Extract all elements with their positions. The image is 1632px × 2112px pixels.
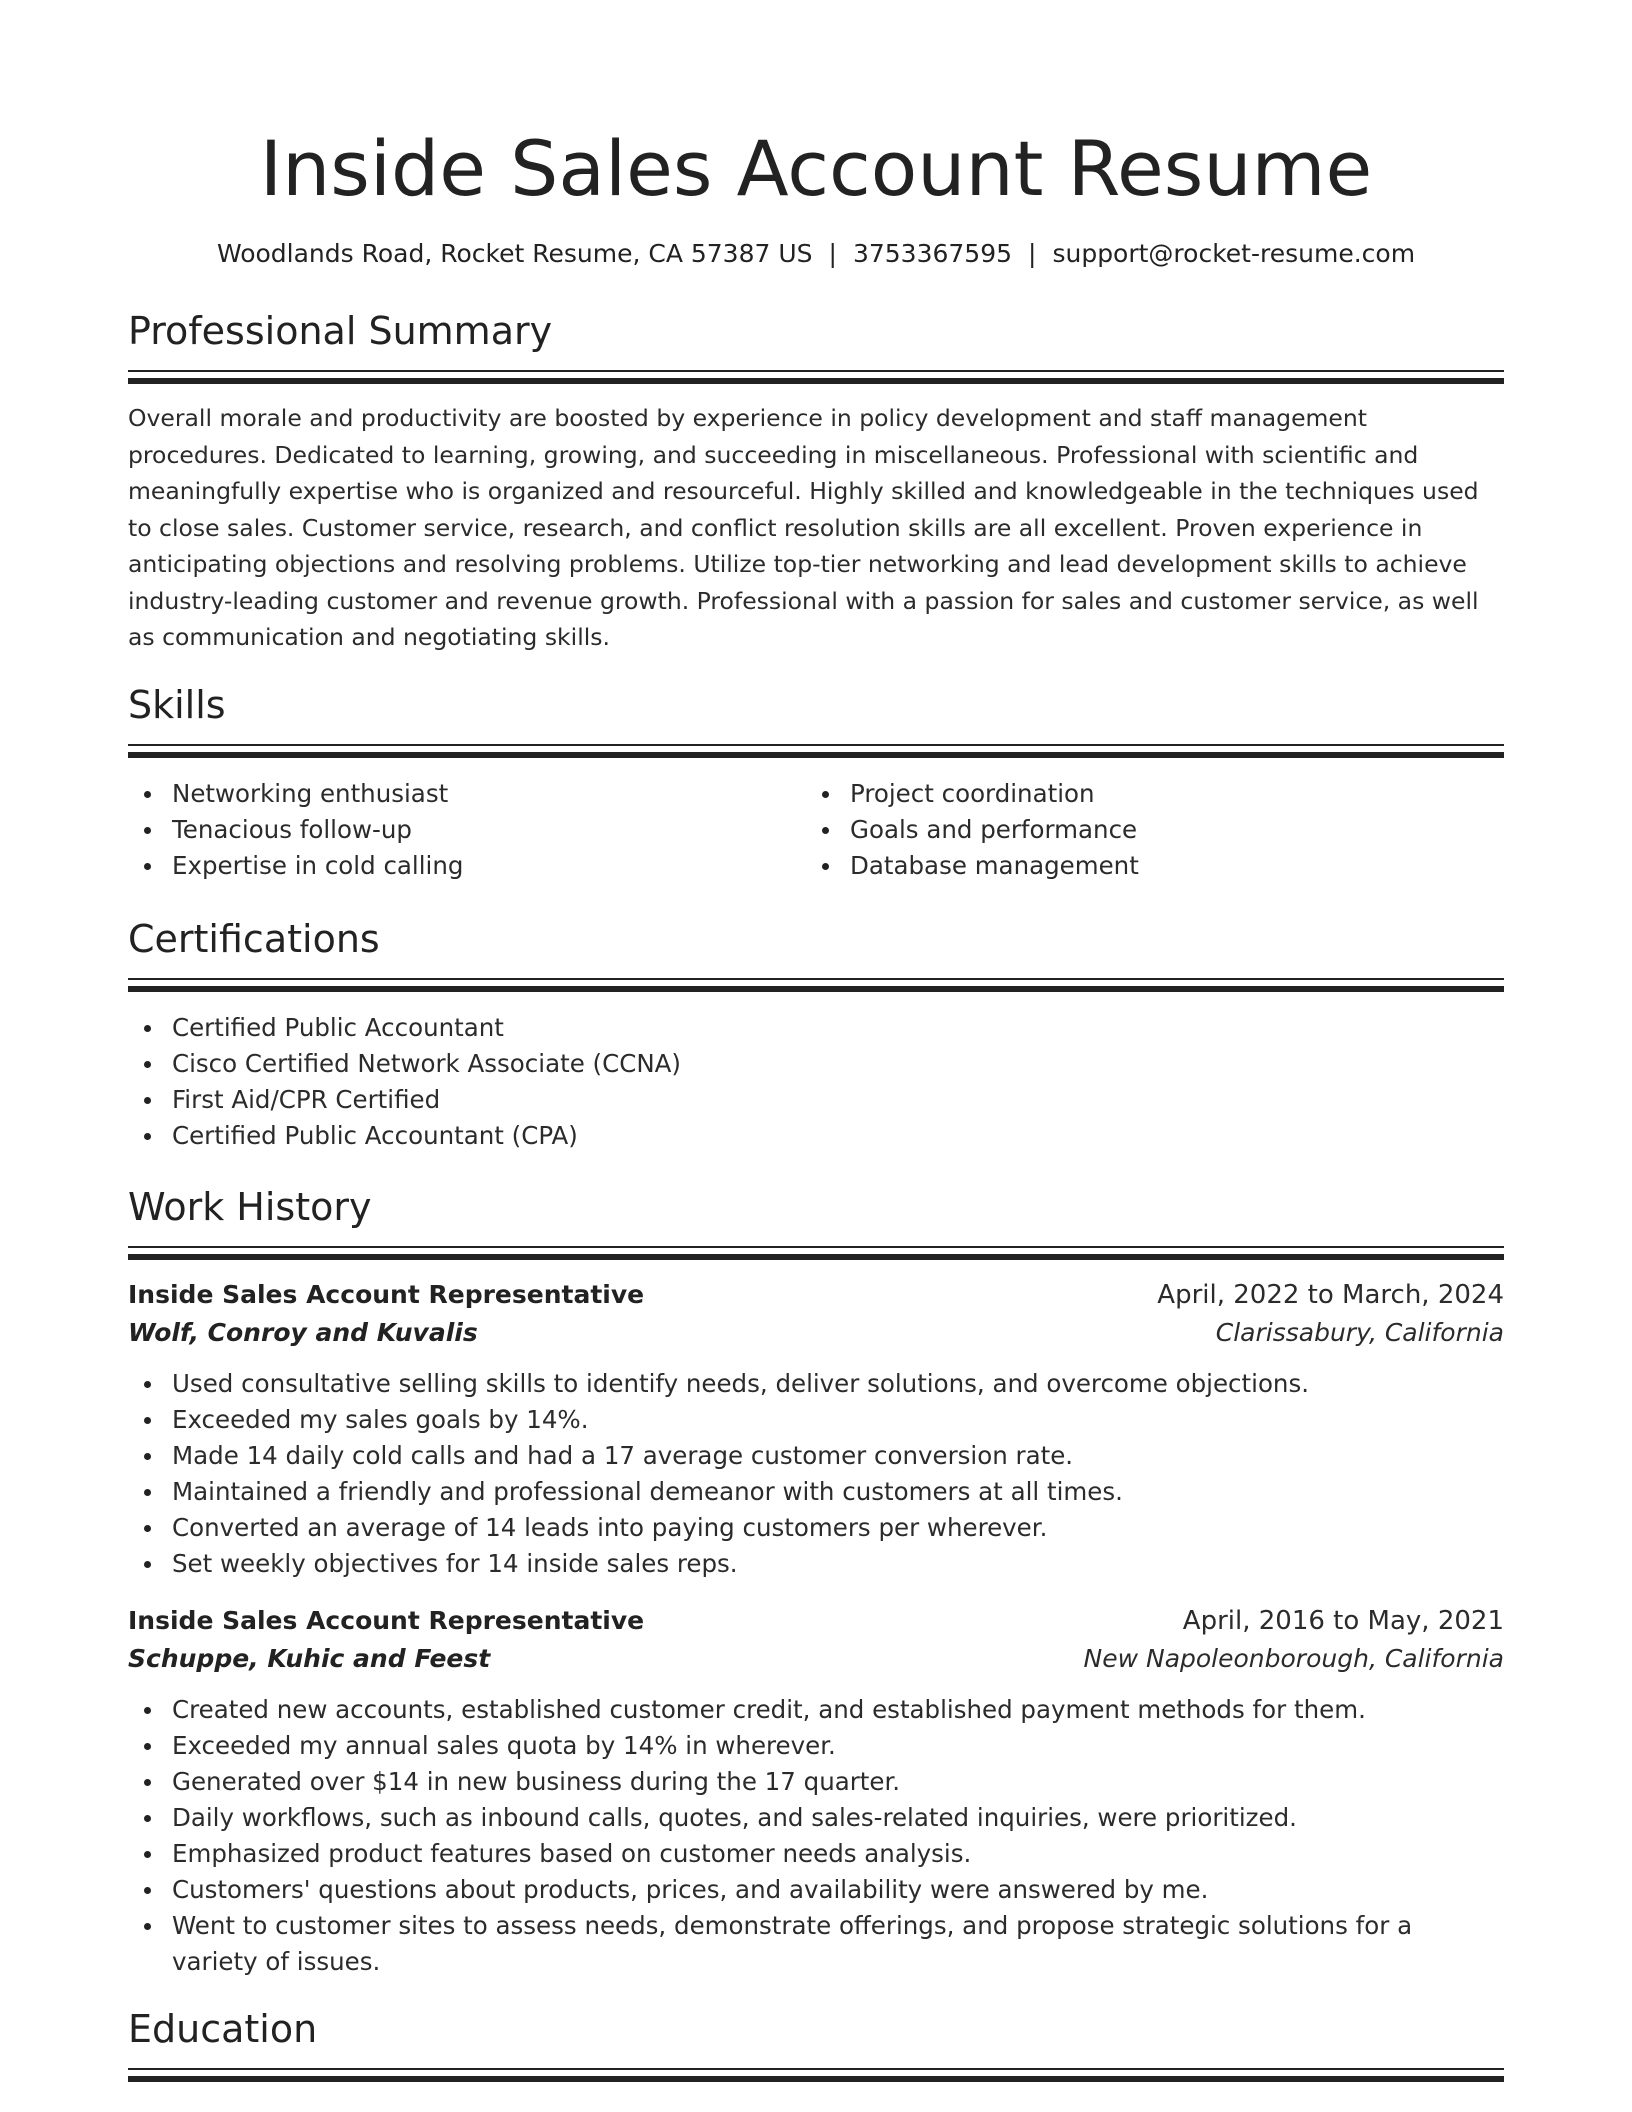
section-divider-thin <box>128 978 1504 980</box>
job-title: Inside Sales Account Representative <box>128 1605 645 1635</box>
skills-heading: Skills <box>128 682 226 727</box>
certifications-list <box>128 1010 1504 1154</box>
section-divider-thick <box>128 378 1504 384</box>
job-subheader-row <box>128 1314 1504 1352</box>
job-bullet: Set weekly objectives for 14 inside sales reps. <box>128 1546 1504 1582</box>
summary-heading: Professional Summary <box>128 309 553 353</box>
contact-separator: | <box>828 239 837 268</box>
work-history-section <box>128 1182 1504 1980</box>
contact-address: Woodlands Road, Rocket Resume, CA 57387 US <box>216 239 813 268</box>
job-company: Wolf, Conroy and Kuvalis <box>128 1317 478 1347</box>
certification-item: Certified Public Accountant <box>128 1010 1504 1046</box>
work-history-heading: Work History <box>128 1184 372 1229</box>
resume-title: Inside Sales Account Resume <box>259 124 1373 213</box>
skill-item: Goals and performance <box>806 812 1484 848</box>
section-divider-thin <box>128 2068 1504 2070</box>
skill-item: Database management <box>806 848 1484 884</box>
skill-item: Tenacious follow-up <box>128 812 806 848</box>
contact-email: support@rocket-resume.com <box>1052 239 1416 268</box>
job-bullet: Maintained a friendly and professional demeanor with customers at all times. <box>128 1474 1504 1510</box>
job-bullet: Used consultative selling skills to identify needs, deliver solutions, and overcome objections. <box>128 1366 1504 1402</box>
skill-item: Project coordination <box>806 776 1484 812</box>
contact-line <box>128 236 1504 272</box>
job-entry <box>128 1276 1504 1582</box>
section-divider-thin <box>128 744 1504 746</box>
certification-item: Cisco Certified Network Associate (CCNA) <box>128 1046 1504 1082</box>
job-title: Inside Sales Account Representative <box>128 1279 645 1309</box>
skills-grid <box>128 776 1504 884</box>
job-bullet: Exceeded my annual sales quota by 14% in wherever. <box>128 1728 1504 1764</box>
job-entry <box>128 1602 1504 1980</box>
skill-item: Networking enthusiast <box>128 776 806 812</box>
summary-section <box>128 306 1504 656</box>
job-header-row <box>128 1276 1504 1314</box>
job-location: New Napoleonborough, California <box>1083 1643 1504 1673</box>
certification-item: First Aid/CPR Certified <box>128 1082 1504 1118</box>
job-bullet: Converted an average of 14 leads into paying customers per wherever. <box>128 1510 1504 1546</box>
certifications-heading: Certifications <box>128 916 380 961</box>
job-company: Schuppe, Kuhic and Feest <box>128 1643 491 1673</box>
section-divider-thick <box>128 986 1504 992</box>
job-subheader-row <box>128 1640 1504 1678</box>
skills-section <box>128 680 1504 884</box>
contact-separator: | <box>1028 239 1037 268</box>
job-bullet: Exceeded my sales goals by 14%. <box>128 1402 1504 1438</box>
section-divider-thick <box>128 752 1504 758</box>
certification-item: Certified Public Accountant (CPA) <box>128 1118 1504 1154</box>
job-header-row <box>128 1602 1504 1640</box>
skills-list-left <box>128 776 806 884</box>
job-dates: April, 2022 to March, 2024 <box>1157 1279 1504 1310</box>
section-divider-thin <box>128 370 1504 372</box>
section-divider-thick <box>128 2076 1504 2082</box>
resume-page <box>128 0 1504 2082</box>
certifications-section <box>128 914 1504 1154</box>
job-location: Clarissabury, California <box>1215 1317 1504 1347</box>
skills-list-right <box>806 776 1484 884</box>
job-bullet: Went to customer sites to assess needs, demonstrate offerings, and propose strategic solutions for a variety of issues. <box>128 1908 1504 1980</box>
skill-item: Expertise in cold calling <box>128 848 806 884</box>
education-section <box>128 2004 1504 2082</box>
job-bullet: Generated over $14 in new business during the 17 quarter. <box>128 1764 1504 1800</box>
section-divider-thick <box>128 1254 1504 1260</box>
job-bullet: Daily workflows, such as inbound calls, quotes, and sales-related inquiries, were prioritized. <box>128 1800 1504 1836</box>
section-divider-thin <box>128 1246 1504 1248</box>
job-bullet-list <box>128 1366 1504 1582</box>
education-heading: Education <box>128 2006 318 2051</box>
job-bullet-list <box>128 1692 1504 1980</box>
job-bullet: Created new accounts, established customer credit, and established payment methods for them. <box>128 1692 1504 1728</box>
job-bullet: Customers' questions about products, prices, and availability were answered by me. <box>128 1872 1504 1908</box>
job-bullet: Emphasized product features based on customer needs analysis. <box>128 1836 1504 1872</box>
contact-phone: 3753367595 <box>852 239 1013 268</box>
summary-text: Overall morale and productivity are boosted by experience in policy development and staff management procedures. Dedicated to learning, growing, and succeeding in miscellaneous. Professional with scientific and meaningfully expertise who is organized and resourceful. Highly skilled and knowledgeable in the techniques used to close sales. Customer service, research, and conflict resolution skills are all excellent. Proven experience in anticipating objections and resolving problems. Utilize top-tier networking and lead development skills to achieve industry-leading customer and revenue growth. Professional with a passion for sales and customer service, as well as communication and negotiating skills. <box>128 404 1479 651</box>
job-dates: April, 2016 to May, 2021 <box>1182 1605 1504 1636</box>
job-bullet: Made 14 daily cold calls and had a 17 average customer conversion rate. <box>128 1438 1504 1474</box>
